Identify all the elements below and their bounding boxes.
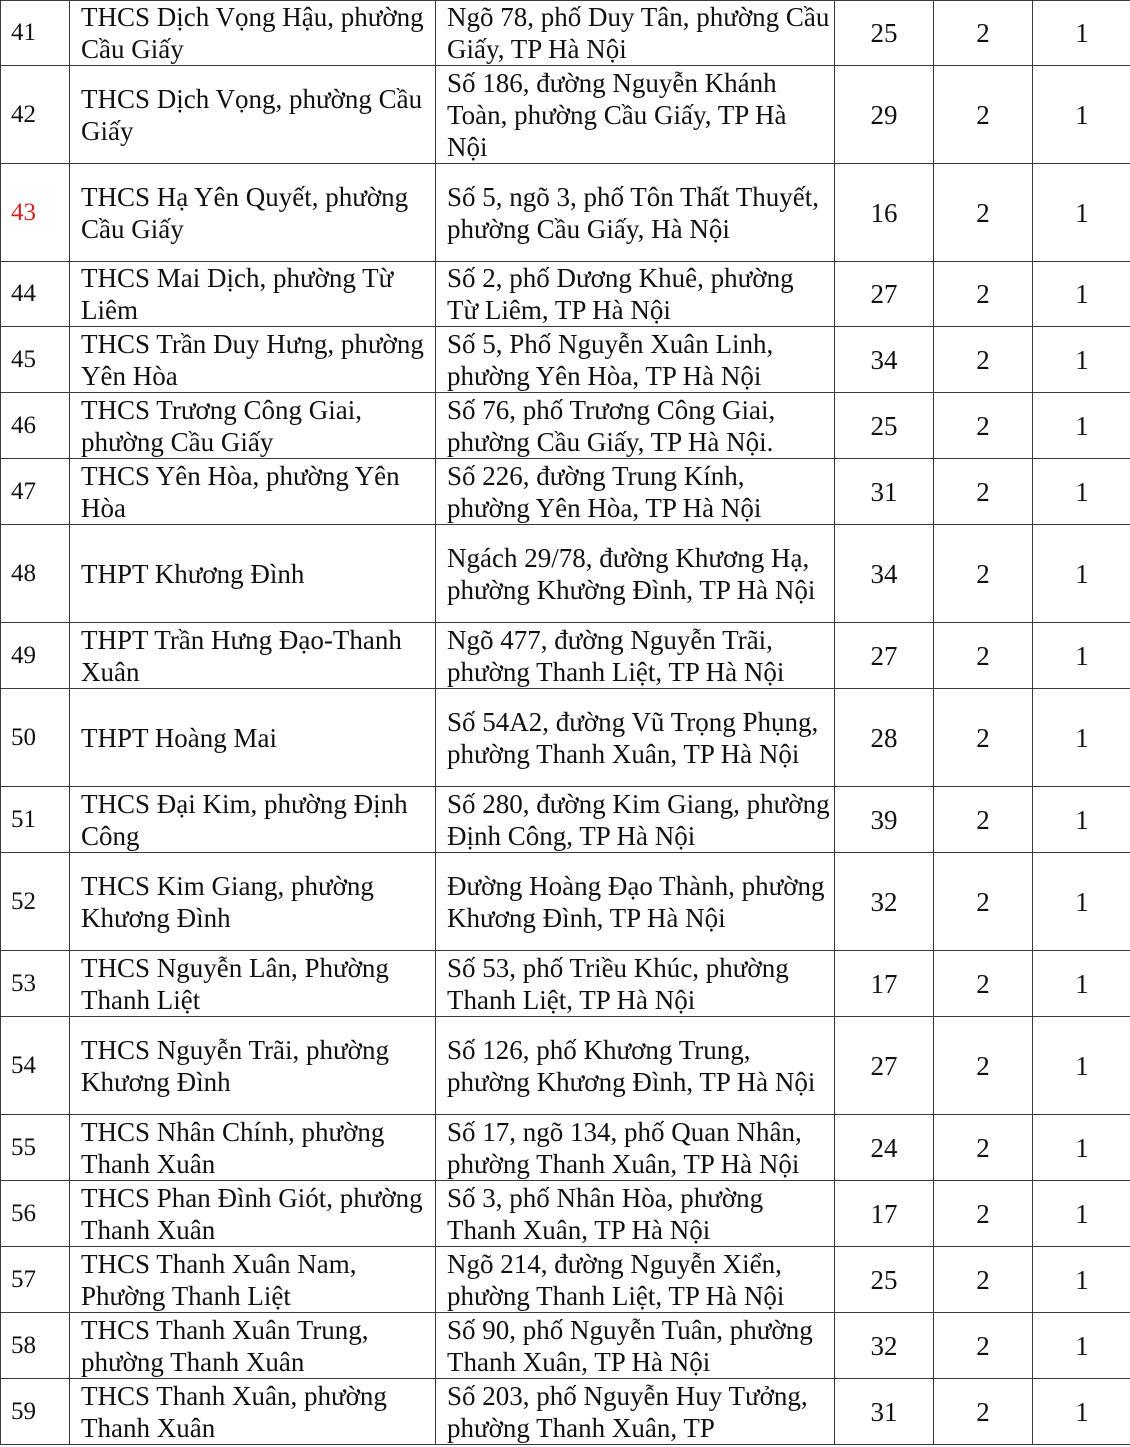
value-col-1: 34 <box>870 558 898 589</box>
value-col-1: 17 <box>870 968 898 999</box>
school-name: THCS Dịch Vọng Hậu, phường Cầu Giấy <box>81 2 424 64</box>
school-address-cell <box>436 853 835 951</box>
table-body <box>1 1 1130 1445</box>
value-col-2-cell <box>934 327 1033 393</box>
school-address-cell <box>436 66 835 164</box>
value-col-3: 1 <box>1075 886 1089 917</box>
school-name-cell <box>70 1313 436 1379</box>
value-col-2: 2 <box>976 410 990 441</box>
school-name-cell <box>70 623 436 689</box>
row-number: 48 <box>11 559 36 587</box>
value-col-2-cell <box>934 1115 1033 1181</box>
value-col-1-cell <box>835 951 934 1017</box>
row-number-cell <box>1 853 70 951</box>
school-address-cell <box>436 525 835 623</box>
school-address-cell <box>436 164 835 262</box>
value-col-3-cell <box>1033 951 1130 1017</box>
school-address: Số 90, phố Nguyễn Tuân, phường Thanh Xuân, TP Hà Nội <box>447 1314 813 1377</box>
table-row <box>1 1115 1130 1181</box>
value-col-3-cell <box>1033 623 1130 689</box>
value-col-1: 17 <box>870 1198 898 1229</box>
row-number: 52 <box>11 887 36 915</box>
value-col-1-cell <box>835 689 934 787</box>
value-col-3: 1 <box>1075 99 1089 130</box>
school-name: THCS Kim Giang, phường Khương Đình <box>81 870 374 933</box>
school-address-cell <box>436 951 835 1017</box>
value-col-2-cell <box>934 459 1033 525</box>
school-address: Số 3, phố Nhân Hòa, phường Thanh Xuân, TP Hà Nội <box>447 1182 764 1245</box>
row-number: 51 <box>11 805 36 833</box>
row-number: 45 <box>11 345 36 373</box>
value-col-3: 1 <box>1075 640 1089 671</box>
school-address: Số 226, đường Trung Kính, phường Yên Hòa, TP Hà Nội <box>447 460 762 523</box>
value-col-2-cell <box>934 1379 1033 1445</box>
value-col-1-cell <box>835 1313 934 1379</box>
value-col-2: 2 <box>976 344 990 375</box>
value-col-1: 32 <box>870 1330 898 1361</box>
table-row <box>1 1313 1130 1379</box>
school-address: Ngách 29/78, đường Khương Hạ, phường Khường Đình, TP Hà Nội <box>447 542 816 605</box>
value-col-1-cell <box>835 66 934 164</box>
school-address-cell <box>436 1247 835 1313</box>
value-col-2-cell <box>934 1 1033 66</box>
school-name-cell <box>70 853 436 951</box>
school-address-cell <box>436 1017 835 1115</box>
row-number-cell <box>1 327 70 393</box>
school-name: THPT Khương Đình <box>81 558 305 589</box>
table-row <box>1 1247 1130 1313</box>
school-name-cell <box>70 327 436 393</box>
value-col-3: 1 <box>1075 197 1089 228</box>
value-col-3-cell <box>1033 1115 1130 1181</box>
value-col-2-cell <box>934 66 1033 164</box>
value-col-2: 2 <box>976 804 990 835</box>
value-col-1-cell <box>835 853 934 951</box>
value-col-2-cell <box>934 787 1033 853</box>
row-number-cell <box>1 525 70 623</box>
value-col-1-cell <box>835 1017 934 1115</box>
school-address: Số 54A2, đường Vũ Trọng Phụng, phường Thanh Xuân, TP Hà Nội <box>447 706 819 769</box>
value-col-3: 1 <box>1075 476 1089 507</box>
value-col-2: 2 <box>976 886 990 917</box>
value-col-2-cell <box>934 853 1033 951</box>
value-col-3: 1 <box>1075 1396 1089 1427</box>
value-col-2: 2 <box>976 1396 990 1427</box>
value-col-2: 2 <box>976 18 990 48</box>
school-name: THCS Thanh Xuân, phường Thanh Xuân <box>81 1380 387 1443</box>
school-name-cell <box>70 66 436 164</box>
school-address-cell <box>436 623 835 689</box>
school-name-cell <box>70 1181 436 1247</box>
value-col-2: 2 <box>976 279 990 309</box>
value-col-2: 2 <box>976 1132 990 1163</box>
value-col-1: 31 <box>870 476 898 507</box>
value-col-2-cell <box>934 164 1033 262</box>
school-name: THPT Trần Hưng Đạo-Thanh Xuân <box>81 624 402 687</box>
value-col-2: 2 <box>976 1330 990 1361</box>
table-row <box>1 1017 1130 1115</box>
value-col-1: 27 <box>870 279 898 309</box>
value-col-3: 1 <box>1075 804 1089 835</box>
school-address-cell <box>436 1115 835 1181</box>
value-col-2: 2 <box>976 1050 990 1081</box>
value-col-1-cell <box>835 623 934 689</box>
school-address: Đường Hoàng Đạo Thành, phường Khương Đình, TP Hà Nội <box>447 870 825 933</box>
value-col-2-cell <box>934 689 1033 787</box>
school-address: Số 5, Phố Nguyễn Xuân Linh, phường Yên Hòa, TP Hà Nội <box>447 328 774 391</box>
value-col-2: 2 <box>976 558 990 589</box>
value-col-3-cell <box>1033 327 1130 393</box>
school-address: Số 17, ngõ 134, phố Quan Nhân, phường Thanh Xuân, TP Hà Nội <box>447 1116 802 1179</box>
row-number-cell <box>1 1181 70 1247</box>
row-number-cell <box>1 164 70 262</box>
school-name: THCS Thanh Xuân Trung, phường Thanh Xuân <box>81 1314 369 1377</box>
school-name: THCS Nguyễn Lân, Phường Thanh Liệt <box>81 952 389 1015</box>
value-col-3: 1 <box>1075 1264 1089 1295</box>
value-col-1-cell <box>835 164 934 262</box>
school-address: Số 53, phố Triều Khúc, phường Thanh Liệt, TP Hà Nội <box>447 952 789 1015</box>
value-col-2-cell <box>934 1017 1033 1115</box>
school-name-cell <box>70 1 436 66</box>
row-number: 43 <box>11 198 36 226</box>
row-number: 54 <box>11 1051 36 1079</box>
value-col-1-cell <box>835 525 934 623</box>
row-number-cell <box>1 1247 70 1313</box>
value-col-2: 2 <box>976 640 990 671</box>
school-name-cell <box>70 262 436 327</box>
school-name: THCS Mai Dịch, phường Từ Liêm <box>81 263 394 325</box>
school-name-cell <box>70 689 436 787</box>
school-name: THCS Thanh Xuân Nam, Phường Thanh Liệt <box>81 1248 357 1311</box>
value-col-1: 27 <box>870 640 898 671</box>
row-number: 47 <box>11 477 36 505</box>
value-col-3: 1 <box>1075 968 1089 999</box>
value-col-3-cell <box>1033 459 1130 525</box>
table-row <box>1 623 1130 689</box>
row-number: 55 <box>11 1133 36 1161</box>
value-col-1-cell <box>835 1247 934 1313</box>
value-col-1-cell <box>835 393 934 459</box>
value-col-1-cell <box>835 262 934 327</box>
value-col-2: 2 <box>976 1264 990 1295</box>
value-col-1: 28 <box>870 722 898 753</box>
value-col-3: 1 <box>1075 722 1089 753</box>
table-row <box>1 1181 1130 1247</box>
table-row <box>1 951 1130 1017</box>
school-name: THCS Dịch Vọng, phường Cầu Giấy <box>81 83 423 146</box>
school-name-cell <box>70 164 436 262</box>
school-address-cell <box>436 787 835 853</box>
school-name: THCS Nhân Chính, phường Thanh Xuân <box>81 1116 385 1179</box>
value-col-3-cell <box>1033 1247 1130 1313</box>
value-col-3-cell <box>1033 262 1130 327</box>
value-col-2-cell <box>934 951 1033 1017</box>
value-col-3: 1 <box>1075 279 1089 309</box>
table-row <box>1 66 1130 164</box>
school-address-cell <box>436 689 835 787</box>
school-address: Số 280, đường Kim Giang, phường Định Công, TP Hà Nội <box>447 788 830 851</box>
table-row <box>1 262 1130 327</box>
value-col-2-cell <box>934 525 1033 623</box>
value-col-1: 25 <box>870 410 898 441</box>
school-name-cell <box>70 1017 436 1115</box>
value-col-3: 1 <box>1075 18 1089 48</box>
value-col-2-cell <box>934 1313 1033 1379</box>
school-address-cell <box>436 1181 835 1247</box>
school-address: Số 186, đường Nguyễn Khánh Toàn, phường Cầu Giấy, TP Hà Nội <box>447 67 787 162</box>
row-number-cell <box>1 951 70 1017</box>
value-col-3-cell <box>1033 1181 1130 1247</box>
value-col-3: 1 <box>1075 410 1089 441</box>
school-name: THCS Trương Công Giai, phường Cầu Giấy <box>81 394 362 457</box>
value-col-1: 29 <box>870 99 898 130</box>
school-address-cell <box>436 262 835 327</box>
row-number-cell <box>1 1 70 66</box>
value-col-1-cell <box>835 459 934 525</box>
table-row <box>1 1379 1130 1445</box>
row-number-cell <box>1 1115 70 1181</box>
value-col-1-cell <box>835 327 934 393</box>
value-col-3: 1 <box>1075 1330 1089 1361</box>
school-name: THPT Hoàng Mai <box>81 722 277 753</box>
row-number-cell <box>1 1313 70 1379</box>
value-col-3-cell <box>1033 1017 1130 1115</box>
school-name-cell <box>70 1115 436 1181</box>
school-name: THCS Đại Kim, phường Định Công <box>81 788 408 851</box>
school-name-cell <box>70 1379 436 1445</box>
row-number: 56 <box>11 1199 36 1227</box>
value-col-1-cell <box>835 1181 934 1247</box>
value-col-3-cell <box>1033 164 1130 262</box>
school-name-cell <box>70 459 436 525</box>
table-row <box>1 853 1130 951</box>
value-col-1: 34 <box>870 344 898 375</box>
school-name: THCS Nguyễn Trãi, phường Khương Đình <box>81 1034 389 1097</box>
value-col-1: 24 <box>870 1132 898 1163</box>
value-col-3-cell <box>1033 66 1130 164</box>
value-col-3-cell <box>1033 1313 1130 1379</box>
row-number: 57 <box>11 1265 36 1293</box>
value-col-2-cell <box>934 262 1033 327</box>
school-name-cell <box>70 1247 436 1313</box>
value-col-1: 39 <box>870 804 898 835</box>
school-address-cell <box>436 1313 835 1379</box>
row-number: 49 <box>11 641 36 669</box>
school-address: Ngõ 214, đường Nguyễn Xiển, phường Thanh Liệt, TP Hà Nội <box>447 1248 785 1311</box>
value-col-3-cell <box>1033 787 1130 853</box>
table-row <box>1 1 1130 66</box>
value-col-3: 1 <box>1075 1050 1089 1081</box>
school-address-cell <box>436 327 835 393</box>
school-address: Ngõ 78, phố Duy Tân, phường Cầu Giấy, TP Hà Nội <box>447 2 830 64</box>
value-col-1: 16 <box>870 197 898 228</box>
value-col-1-cell <box>835 787 934 853</box>
table-row <box>1 525 1130 623</box>
value-col-3-cell <box>1033 1379 1130 1445</box>
value-col-2: 2 <box>976 197 990 228</box>
value-col-3-cell <box>1033 393 1130 459</box>
value-col-1: 31 <box>870 1396 898 1427</box>
school-name: THCS Trần Duy Hưng, phường Yên Hòa <box>81 328 424 391</box>
value-col-1-cell <box>835 1 934 66</box>
value-col-2: 2 <box>976 99 990 130</box>
row-number-cell <box>1 393 70 459</box>
row-number-cell <box>1 1017 70 1115</box>
value-col-2: 2 <box>976 1198 990 1229</box>
value-col-3: 1 <box>1075 558 1089 589</box>
row-number: 42 <box>11 100 36 128</box>
table-row <box>1 164 1130 262</box>
row-number-cell <box>1 787 70 853</box>
value-col-1: 27 <box>870 1050 898 1081</box>
table-row <box>1 393 1130 459</box>
row-number: 41 <box>11 19 36 46</box>
row-number: 46 <box>11 411 36 439</box>
school-address-cell <box>436 1379 835 1445</box>
value-col-3: 1 <box>1075 344 1089 375</box>
table-row <box>1 327 1130 393</box>
school-name-cell <box>70 951 436 1017</box>
row-number-cell <box>1 66 70 164</box>
value-col-1: 25 <box>870 18 898 48</box>
row-number: 58 <box>11 1331 36 1359</box>
value-col-3-cell <box>1033 853 1130 951</box>
value-col-1: 32 <box>870 886 898 917</box>
row-number: 50 <box>11 723 36 751</box>
school-address: Số 2, phố Dương Khuê, phường Từ Liêm, TP Hà Nội <box>447 263 794 325</box>
school-name-cell <box>70 525 436 623</box>
value-col-3-cell <box>1033 1 1130 66</box>
table-row <box>1 459 1130 525</box>
school-address-cell <box>436 393 835 459</box>
value-col-2-cell <box>934 1247 1033 1313</box>
value-col-2: 2 <box>976 722 990 753</box>
row-number-cell <box>1 1379 70 1445</box>
row-number: 44 <box>11 280 36 307</box>
value-col-2: 2 <box>976 476 990 507</box>
value-col-1: 25 <box>870 1264 898 1295</box>
school-address: Số 5, ngõ 3, phố Tôn Thất Thuyết, phường Cầu Giấy, Hà Nội <box>447 181 820 244</box>
school-address: Số 76, phố Trương Công Giai, phường Cầu Giấy, TP Hà Nội. <box>447 394 776 457</box>
value-col-2-cell <box>934 623 1033 689</box>
row-number-cell <box>1 623 70 689</box>
table-row <box>1 689 1130 787</box>
value-col-2-cell <box>934 393 1033 459</box>
school-name-cell <box>70 393 436 459</box>
value-col-1-cell <box>835 1379 934 1445</box>
school-address-cell <box>436 459 835 525</box>
school-name-cell <box>70 787 436 853</box>
row-number: 53 <box>11 969 36 997</box>
value-col-2-cell <box>934 1181 1033 1247</box>
school-name: THCS Yên Hòa, phường Yên Hòa <box>81 460 400 523</box>
school-address: Số 203, phố Nguyễn Huy Tưởng, phường Thanh Xuân, TP <box>447 1380 808 1443</box>
table-row <box>1 787 1130 853</box>
row-number-cell <box>1 689 70 787</box>
school-name: THCS Hạ Yên Quyết, phường Cầu Giấy <box>81 181 409 244</box>
school-name: THCS Phan Đình Giót, phường Thanh Xuân <box>81 1182 423 1245</box>
value-col-2: 2 <box>976 968 990 999</box>
value-col-3: 1 <box>1075 1198 1089 1229</box>
value-col-3: 1 <box>1075 1132 1089 1163</box>
row-number-cell <box>1 459 70 525</box>
school-address: Ngõ 477, đường Nguyễn Trãi, phường Thanh Liệt, TP Hà Nội <box>447 624 785 687</box>
row-number: 59 <box>11 1397 36 1425</box>
row-number-cell <box>1 262 70 327</box>
value-col-1-cell <box>835 1115 934 1181</box>
school-address-cell <box>436 1 835 66</box>
value-col-3-cell <box>1033 689 1130 787</box>
school-address: Số 126, phố Khương Trung, phường Khương Đình, TP Hà Nội <box>447 1034 816 1097</box>
value-col-3-cell <box>1033 525 1130 623</box>
